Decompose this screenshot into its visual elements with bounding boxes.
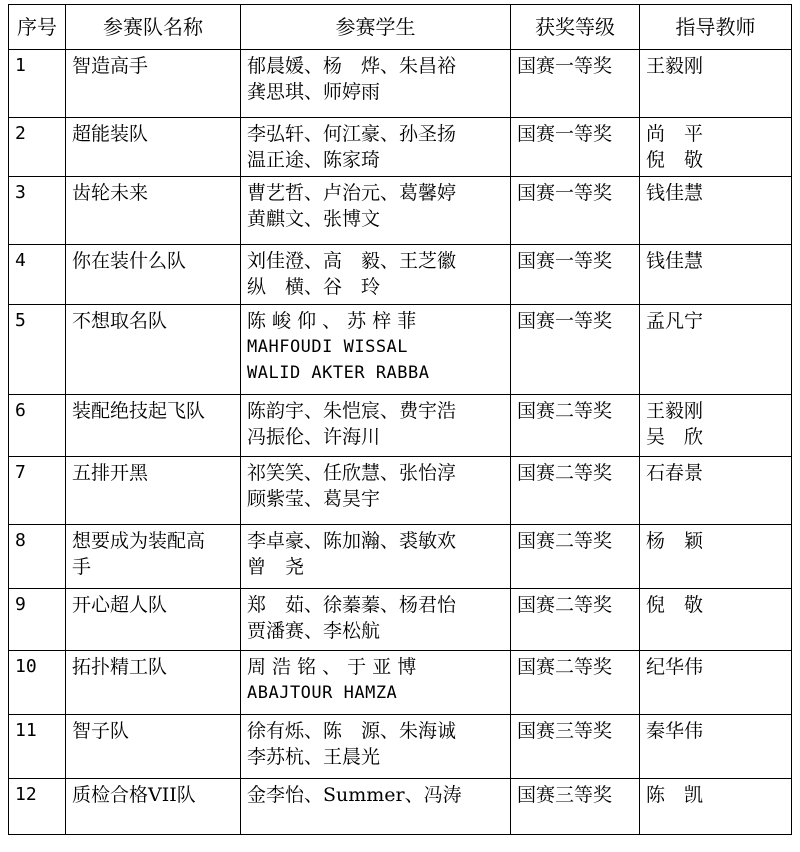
cell-teacher	[640, 245, 792, 305]
teacher-name: 倪 敬	[646, 594, 704, 616]
cell-students	[241, 305, 511, 395]
team-name: 不想取名队	[72, 310, 168, 332]
cell-team	[66, 305, 241, 395]
cell-teacher	[640, 395, 792, 457]
teacher-name: 石春景	[646, 462, 704, 484]
student-line: 金李怡、Summer、冯涛	[247, 784, 462, 806]
cell-students	[241, 651, 511, 715]
team-name: 五排开黑	[72, 462, 149, 484]
table-row	[9, 50, 792, 118]
cell-no: 6	[9, 395, 66, 457]
student-line: 李卓豪、陈加瀚、裘敏欢	[247, 530, 457, 552]
cell-no: 12	[9, 779, 66, 835]
student-line: WALID AKTER RABBA	[247, 363, 430, 383]
cell-students	[241, 715, 511, 779]
cell-students	[241, 525, 511, 589]
teacher-name: 王毅刚	[646, 55, 704, 77]
student-line: 陈韵宇、朱恺宸、费宇浩	[247, 400, 457, 422]
table-row	[9, 118, 792, 177]
cell-teacher	[640, 525, 792, 589]
teacher-name: 杨 颖	[646, 530, 704, 552]
cell-no: 1	[9, 50, 66, 118]
table-row	[9, 177, 792, 245]
team-name: 齿轮未来	[72, 182, 149, 204]
teacher-name: 钱佳慧	[646, 182, 704, 204]
student-line: 温正途、陈家琦	[247, 149, 381, 171]
table-row	[9, 457, 792, 525]
student-line: 顾紫莹、葛昊宇	[247, 488, 381, 510]
cell-teacher	[640, 457, 792, 525]
student-line: 陈 峻 仰 、 苏 梓 菲	[247, 310, 417, 332]
cell-no: 5	[9, 305, 66, 395]
header-no: 序号	[9, 5, 66, 50]
cell-students	[241, 779, 511, 835]
student-line: 周 浩 铭 、 于 亚 博	[247, 656, 417, 678]
team-name: 智子队	[72, 720, 130, 742]
teacher-name: 吴 欣	[646, 426, 704, 448]
student-line: ABAJTOUR HAMZA	[247, 683, 398, 703]
cell-no: 7	[9, 457, 66, 525]
team-name: 质检合格VII队	[72, 784, 196, 806]
student-line: 曹艺哲、卢治元、葛馨婷	[247, 182, 457, 204]
teacher-name: 钱佳慧	[646, 250, 704, 272]
header-students: 参赛学生	[241, 5, 511, 50]
cell-award: 国赛二等奖	[511, 525, 640, 589]
student-line: 郑 茹、徐蓁蓁、杨君怡	[247, 594, 457, 616]
student-line: MAHFOUDI WISSAL	[247, 337, 409, 357]
cell-teacher	[640, 651, 792, 715]
cell-team	[66, 589, 241, 651]
student-line: 刘佳澄、高 毅、王芝徽	[247, 250, 457, 272]
cell-no: 11	[9, 715, 66, 779]
cell-students	[241, 245, 511, 305]
teacher-name: 纪华伟	[646, 656, 704, 678]
student-line: 曾 尧	[247, 556, 305, 578]
student-line: 祁笑笑、任欣慧、张怡淳	[247, 462, 457, 484]
cell-no: 4	[9, 245, 66, 305]
table-row	[9, 589, 792, 651]
team-name: 智造高手	[72, 55, 149, 77]
student-line: 贾潘赛、李松航	[247, 620, 381, 642]
header-row	[9, 5, 792, 50]
teacher-name: 尚 平	[646, 123, 704, 145]
cell-award: 国赛一等奖	[511, 118, 640, 177]
student-line: 纵 横、谷 玲	[247, 276, 381, 298]
cell-no: 2	[9, 118, 66, 177]
cell-no: 3	[9, 177, 66, 245]
cell-teacher	[640, 118, 792, 177]
table-row	[9, 395, 792, 457]
cell-teacher	[640, 779, 792, 835]
team-name: 装配绝技起飞队	[72, 400, 206, 422]
cell-no: 10	[9, 651, 66, 715]
cell-students	[241, 177, 511, 245]
student-line: 龚思琪、师婷雨	[247, 81, 381, 103]
cell-students	[241, 589, 511, 651]
cell-award: 国赛二等奖	[511, 651, 640, 715]
cell-award: 国赛二等奖	[511, 457, 640, 525]
cell-award: 国赛一等奖	[511, 177, 640, 245]
cell-teacher	[640, 305, 792, 395]
table-row	[9, 779, 792, 835]
team-name: 你在装什么队	[72, 250, 187, 272]
table-row	[9, 715, 792, 779]
award-table	[8, 4, 792, 835]
student-line: 冯振伦、许海川	[247, 426, 381, 448]
cell-students	[241, 50, 511, 118]
table-row	[9, 245, 792, 305]
cell-teacher	[640, 589, 792, 651]
cell-award: 国赛三等奖	[511, 715, 640, 779]
teacher-name: 王毅刚	[646, 400, 704, 422]
teacher-name: 倪 敬	[646, 149, 704, 171]
cell-teacher	[640, 177, 792, 245]
teacher-name: 孟凡宁	[646, 310, 704, 332]
cell-team	[66, 457, 241, 525]
team-name: 开心超人队	[72, 594, 168, 616]
header-team: 参赛队名称	[66, 5, 241, 50]
cell-team	[66, 395, 241, 457]
cell-no: 8	[9, 525, 66, 589]
student-line: 李弘轩、何江豪、孙圣扬	[247, 123, 457, 145]
cell-students	[241, 395, 511, 457]
cell-students	[241, 457, 511, 525]
student-line: 徐有烁、陈 源、朱海诚	[247, 720, 457, 742]
team-name: 拓扑精工队	[72, 656, 168, 678]
header-award: 获奖等级	[511, 5, 640, 50]
teacher-name: 陈 凯	[646, 784, 704, 806]
cell-students	[241, 118, 511, 177]
table-row	[9, 525, 792, 589]
team-name: 超能装队	[72, 123, 149, 145]
cell-award: 国赛一等奖	[511, 245, 640, 305]
table-body	[9, 50, 792, 835]
team-name-continued: 手	[72, 556, 92, 578]
cell-no: 9	[9, 589, 66, 651]
cell-teacher	[640, 50, 792, 118]
teacher-name: 秦华伟	[646, 720, 704, 742]
cell-award: 国赛二等奖	[511, 395, 640, 457]
student-line: 黄麒文、张博文	[247, 208, 381, 230]
cell-team	[66, 651, 241, 715]
student-line: 李苏杭、王晨光	[247, 746, 381, 768]
cell-team	[66, 779, 241, 835]
team-name: 想要成为装配高	[72, 530, 206, 552]
table-row	[9, 305, 792, 395]
header-teacher: 指导教师	[640, 5, 792, 50]
cell-team	[66, 715, 241, 779]
table-row	[9, 651, 792, 715]
cell-teacher	[640, 715, 792, 779]
student-line: 郁晨媛、杨 烨、朱昌裕	[247, 55, 457, 77]
cell-award: 国赛一等奖	[511, 50, 640, 118]
cell-team	[66, 50, 241, 118]
cell-team	[66, 245, 241, 305]
cell-team	[66, 525, 241, 589]
cell-award: 国赛三等奖	[511, 779, 640, 835]
cell-award: 国赛一等奖	[511, 305, 640, 395]
cell-team	[66, 177, 241, 245]
cell-award: 国赛二等奖	[511, 589, 640, 651]
cell-team	[66, 118, 241, 177]
